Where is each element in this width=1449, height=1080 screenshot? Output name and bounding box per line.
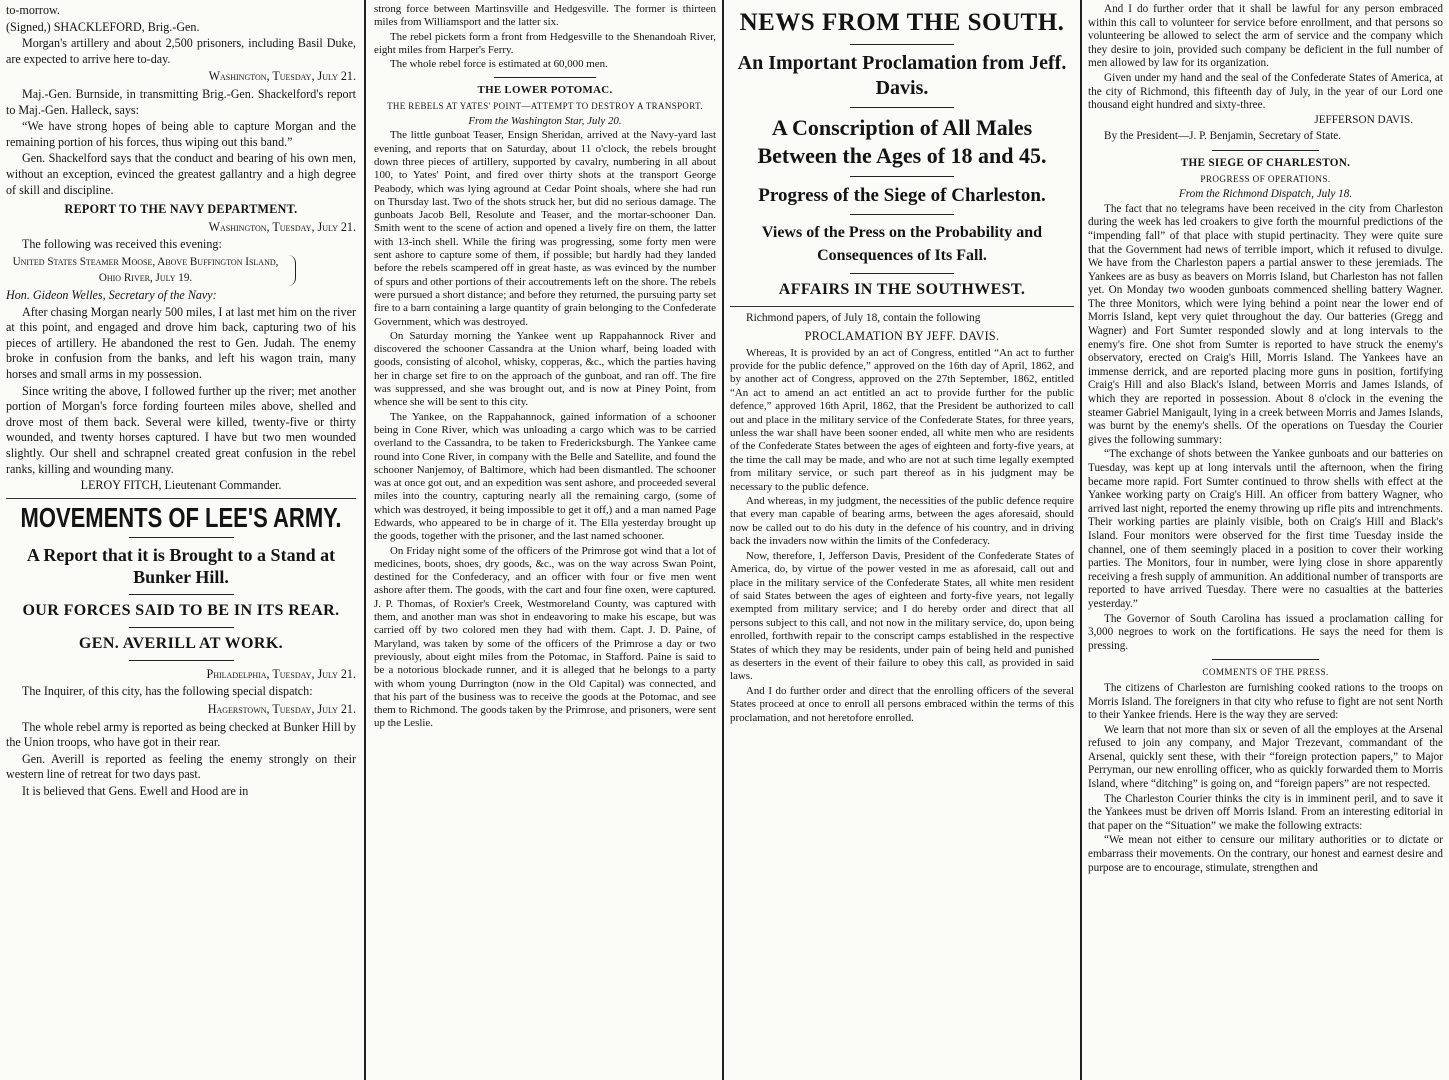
paragraph-whole-army: The whole rebel army is reported as being checked at Bunker Hill by the Union troops, who have got in their rear. [6,719,356,750]
heading-lower-potomac: THE LOWER POTOMAC. [477,84,613,97]
paragraph-now-therefore: Now, therefore, I, Jefferson Davis, President of the Confederate States of America, do, by virtue of the power vested in me as aforesaid, call out and place in the military service of the Confederate States, all white men resident of said States between the ages of eighteen and forty-five years, not legally exempted from military service; and I do hereby order and direct that all persons subject to this call, and not now in the military service, do, upon being enrolled, forthwith repair to the conscript camps established in the respective States of which they may be residents, under pain of being held and punished as deserters in the event of their failure to obey this call, as provided in said laws. [730,549,1074,683]
heading-proclamation: PROCLAMATION BY JEFF. DAVIS. [804,329,1000,343]
paragraph-believed: It is believed that Gens. Ewell and Hood are in [22,783,249,798]
subheading-progress: PROGRESS OF OPERATIONS. [1200,173,1331,184]
source-richmond-dispatch: From the Richmond Dispatch, July 18. [1178,188,1353,201]
title-news-from-south: NEWS FROM THE SOUTH. [739,9,1065,36]
address-block: United States Steamer Moose, Above Buffington Island, Ohio River, July 19. [12,255,279,284]
paragraph-artillery: Morgan's artillery and about 2,500 prisoners, including Basil Duke, are expected to arrive here to-day. [6,36,356,66]
dateline-philadelphia: Philadelphia, Tuesday, July 21. [206,666,356,681]
paragraph-averill: Gen. Averill is reported as feeling the enemy strongly on their western line of retreat for two days past. [6,751,356,782]
heading-comments: COMMENTS OF THE PRESS. [1202,667,1329,678]
paragraph-since: Since writing the above, I followed further up the river; met another portion of Morgan's force fording fourteen miles above, shelled and drove most of them back. Several were killed, twenty-five or thirty wounded, and twenty horses captured. I have but two men wounded slightly. Our shell and schrapnel created great confusion in the rebel ranks, killing and wounding many. [6,383,356,476]
divider [1212,659,1319,660]
deck-siege: Progress of the Siege of Charleston. [758,185,1046,206]
address-brace [6,255,296,286]
paragraph-fact: The fact that no telegrams have been received in the city from Charleston during the week has led croakers to give forth the mournful predictions of the “impending fall” of that place with stupid pertinacity. They were quite sure that the Government had news of terrible import, which it refused to divulge. We have from the Charleston papers a partial answer to these jeremiads. The Yankees are as busy as beavers on Morris Island, but Charleston has not fallen yet. On Monday two wooden gunboats commenced shelling battery Wagner. The three Monitors, which were lying behind a point near the lower end of Morris Island, kept very quiet throughout the day. Our batteries (Gregg and Wagner) and Fort Sumter responded slowly and at long intervals to the enemy's fire. One shot from Sumter is reported to have struck the enemy's observatory, erected on Craig's Hill, Morris Island. The Yankees have an immense derrick, and are reported placing more guns in position, fortifying Craig's Hill and also Black's Island, between Morris and James Islands, of which they are reported in possession. About 8 o'clock in the evening the steamer Gabriel Manigault, lying in a creek between Morris and James Islands, was burnt by the enemy's shells. Of the operations on Tuesday the Courier gives the following summary: [1088,202,1443,446]
divider [850,44,953,45]
paragraph-citizens: The citizens of Charleston are furnishing cooked rations to the troops on Morris Island. The foreigners in that city who refuse to fight are not sent North to their Yankee friends. Here is the way they are served: [1088,681,1443,722]
paragraph-conduct: Gen. Shackelford says that the conduct and bearing of his own men, without an exception, evinced the greatest gallantry and a high degree of skill and discipline. [6,151,356,197]
paragraph-by-president: By the President—J. P. Benjamin, Secretary of State. [1104,130,1342,143]
deck-views: Views of the Press on the Probability and Consequences of Its Fall. [761,224,1043,264]
dateline-washington-1: Washington, Tuesday, July 21. [208,69,356,84]
divider [129,660,234,661]
deck-our-forces: OUR FORCES SAID TO BE IN ITS REAR. [22,601,340,619]
paragraph-teaser: The little gunboat Teaser, Ensign Sheridan, arrived at the Navy-yard last evening, and reports that on Saturday, about 11 o'clock, the rebels brought down three pieces of artillery, supported by cavalry, numbering in all about 100, to Yates' Point, and fired over thirty shots at the transport George Peabody, which was lying aground at Cedar Point shoals, where she had run on Thursday last. Two of the shots struck her, but did no serious damage. The gunboats Jacob Bell, Resolute and Teaser, and the mortar-schooner Dan. Smith went to the scene of action and opened a lively fire on them, the latter with 13-inch shell. While the firing was progressing, some forty men were sent ashore to capture some of them, if possible; but hardly had they landed before the rebels scampered off in great haste, as was evinced by the number of spurs and other portions of their accoutrements left on the shore. The rebels were pursued a short distance; and before they returned, the pursuing party set fire to a barn containing a large quantity of grain belonging to the Confederate Government, which was destroyed. [374,129,716,328]
salutation: Hon. Gideon Welles, Secretary of the Navy: [6,288,217,303]
paragraph-estimated: The whole rebel force is estimated at 60,000 men. [390,58,608,71]
deck-averill: GEN. AVERILL AT WORK. [78,634,284,652]
divider [1212,150,1319,151]
divider [129,594,234,595]
section-divider [6,498,356,499]
dateline-washington-2: Washington, Tuesday, July 21. [208,219,356,234]
paragraph-whereas: Whereas, It is provided by an act of Congress, entitled “An act to further provide for the public defence,” approved on the 16th day of April, 1862, and by another act of Congress, approved on the 27th September, 1862, entitled “An act to amend an act entitled an act to provide further for the public defence,” approved 16th April, 1862, that the President be authorized to call out and place in the military service of the Confederate States, for three years, unless the war shall have been sooner ended, all white men who are residents of the Confederate States between the ages of eighteen and forty-five years, at the time the call may be made, and who are not at such time legally exempted from military service, or such part thereof as in his judgment may be necessary to the public defence. [730,346,1074,493]
paragraph-saturday: On Saturday morning the Yankee went up Rappahannock River and discovered the schooner Cassandra at the Union wharf, being loaded with goods, consisting of alcohol, whisky, copperas, &c., which the parties having her in charge set fire to on the approach of the gunboat, and ran off. The fire was suppressed, and she was brought out, and is now at Piney Point, from whence she will be sent to this city. [374,329,716,409]
signed-line: (Signed,) SHACKLEFORD, Brig.-Gen. [6,19,200,34]
paragraph-force: strong force between Martinsville and Hedgesville. The former is thirteen miles from Williamsport and the latter six. [374,3,716,29]
column-3 [724,0,1080,1080]
paragraph-lawful: And I do further order that it shall be lawful for any person embraced within this call to volunteer for service before enrollment, and that persons so volunteering be allowed to select the arm of service and the company which they desire to join, provided such company be deficient in the full number of men allowed by law for its organization. [1088,3,1443,70]
paragraph-yankee: The Yankee, on the Rappahannock, gained information of a schooner being in Cone River, which was unloading a cargo which was to be carried overland to the Cassandra, to be taken to Fredericksburgh. The Yankee came round into Cone River, in company with the Belle and Satellite, and found the schooner Nanjemoy, of Baltimore, which had been dismantled. The schooner was at once got out, and an expedition was sent ashore, and proceeded several miles into the country, capturing nearly all the remaining cargo, (some of which was destroyed, it being impossible to get it off,) and a man named Page Edwards, who appeared to be in charge of it. The Ella yesterday brought up the goods, together with the prisoner, and the last named schooner. [374,410,716,543]
paragraph-exchange: “The exchange of shots between the Yankee gunboats and our batteries on Tuesday, was kept up at long intervals until the afternoon, when the firing became more rapid. Fort Sumter continued to throw shells with effect at the Yankee working party on Craig's Hill. An officer from battery Wagner, who arrived last night, reported the enemy throwing up rifle pits and intrenchments. Their working parties are plainly visible, both on Craig's Hill and Black's Island. Four monitors were observed for the first time Tuesday inside the channel, one of them seemingly placed in a position to cover their working parties. The Monitors, four in number, were lying close in shore apparently receiving a fresh supply of ammunition. An additional number of transports are reported to have arrived Tuesday. There were no casualties at the batteries yesterday.” [1088,448,1443,610]
divider [129,537,234,538]
paragraph-further-order: And I do further order and direct that the enrolling officers of the several States proceed at once to enroll all persons embraced within the terms of this proclamation, and not heretofore enrolled. [730,684,1074,724]
paragraph-richmond: Richmond papers, of July 18, contain the following [746,312,981,324]
paragraph-courier: The Charleston Courier thinks the city is in imminent peril, and to save it the Yankees must be driven off Morris Island. From an interesting editorial in that paper on the “Situation” we make the following extracts: [1088,792,1443,832]
divider [850,273,953,274]
deck-conscription: A Conscription of All Males Between the Ages of 18 and 45. [757,115,1047,168]
column-rule [364,0,366,1080]
source-washington-star: From the Washington Star, July 20. [468,115,622,128]
deck-southwest: AFFAIRS IN THE SOUTHWEST. [778,281,1026,298]
deck-bunker-hill: A Report that it is Brought to a Stand at Bunker Hill. [26,544,336,587]
top-fragment: to-morrow. [6,3,60,17]
divider [129,627,234,628]
signer-davis: JEFFERSON DAVIS. [1314,113,1413,126]
paragraph-quote: “We have strong hopes of being able to capture Morgan and the remaining portion of his forces, thus wiping out this band.” [6,119,356,149]
paragraph-whereas-2: And whereas, in my judgment, the necessities of the public defence require that every man capable of bearing arms, between the ages aforesaid, should now be called out to do his duty in the defence of his country, and in driving back the invaders now within the limits of the Confederacy. [730,495,1074,548]
paragraph-chasing: After chasing Morgan nearly 500 miles, I at last met him on the river at this point, and engaged and drove him back, capturing two of his pieces of artillery. He abandoned the rest to Gen. Judah. The enemy broke in confusion from the banks, and left his wagon train, many horses and small arms in my possession. [6,304,356,382]
paragraph-learn: We learn that not more than six or seven of all the employes at the Arsenal refused to join any company, and Major Trezevant, commandant of the Arsenal, quickly sent these, with their “foreign protection papers,” to Major Perryman, our new enrolling officer, who as quickly forwarded them to Morris Island, where “ditching” is going on, and “foreign papers” are not respected. [1088,723,1443,791]
heading-navy-report: REPORT TO THE NAVY DEPARTMENT. [64,202,298,217]
column-2 [368,0,722,1080]
dateline-hagerstown: Hagerstown, Tuesday, July 21. [207,702,356,716]
paragraph-we-mean: “We mean not either to censure our military authorities or to dictate or embarrass their movements. On the contrary, our honest and earnest desire and purpose are to encourage, stimulate, strengthen and [1088,834,1443,874]
paragraph-received: The following was received this evening: [22,237,222,252]
column-1 [0,0,362,1080]
paragraph-pickets: The rebel pickets form a front from Hedgesville to the Shenandoah River, eight miles from Harper's Ferry. [374,30,716,56]
column-4 [1082,0,1449,1080]
divider [850,214,953,215]
deck-proclamation: An Important Proclamation from Jeff. Davis. [737,52,1067,99]
subheading-yates-point: THE REBELS AT YATES' POINT—ATTEMPT TO DESTROY A TRANSPORT. [387,100,703,111]
paragraph-friday: On Friday night some of the officers of the Primrose got wind that a lot of medicines, boots, shoes, dry goods, &c., was on the way across Swan Point, destined for the Confederacy, and an officer with four or five men went ashore after them. The goods, with the cart and four fine oxen, were captured. J. P. Thomas, of Roxier's Creek, Westmoreland County, was captured with them, and another man was shot in endeavoring to make his escape, but was carried off by two colored men they had with them. Capt. J. D. Paine, of Maryland, was taken by some of the officers of the Primrose a day or two previously, about eight miles from the Potomac, in Stafford. Paine is said to be a notorious blockade runner, and it is alleged that he belongs to a party with whom young Durrington (now in the Old Capital) was connected, and that his part of the business was to receive the goods at the Potomac, and see them to Richmond. The goods taken by the Primrose, and prisoners, were sent up the Leslie. [374,544,716,730]
signer-fitch: LEROY FITCH, Lieutenant Commander. [80,478,282,493]
paragraph-inquirer: The Inquirer, of this city, has the following special dispatch: [22,684,313,699]
section-divider [730,306,1074,307]
divider [850,107,953,108]
divider [850,176,953,177]
divider [494,77,597,78]
paragraph-burnside: Maj.-Gen. Burnside, in transmitting Brig.-Gen. Shackelford's report to Maj.-Gen. Halleck, says: [6,86,356,117]
paragraph-given: Given under my hand and the seal of the Confederate States of America, at the city of Richmond, this fifteenth day of July, in the year of our Lord one thousand eight hundred and sixty-three. [1088,71,1443,112]
heading-siege-charleston: THE SIEGE OF CHARLESTON. [1180,156,1351,169]
headline-lees-army: MOVEMENTS OF LEE'S ARMY. [20,501,342,533]
paragraph-governor: The Governor of South Carolina has issued a proclamation calling for 3,000 negroes to work on the fortifications. He says the need for them is pressing. [1088,612,1443,652]
